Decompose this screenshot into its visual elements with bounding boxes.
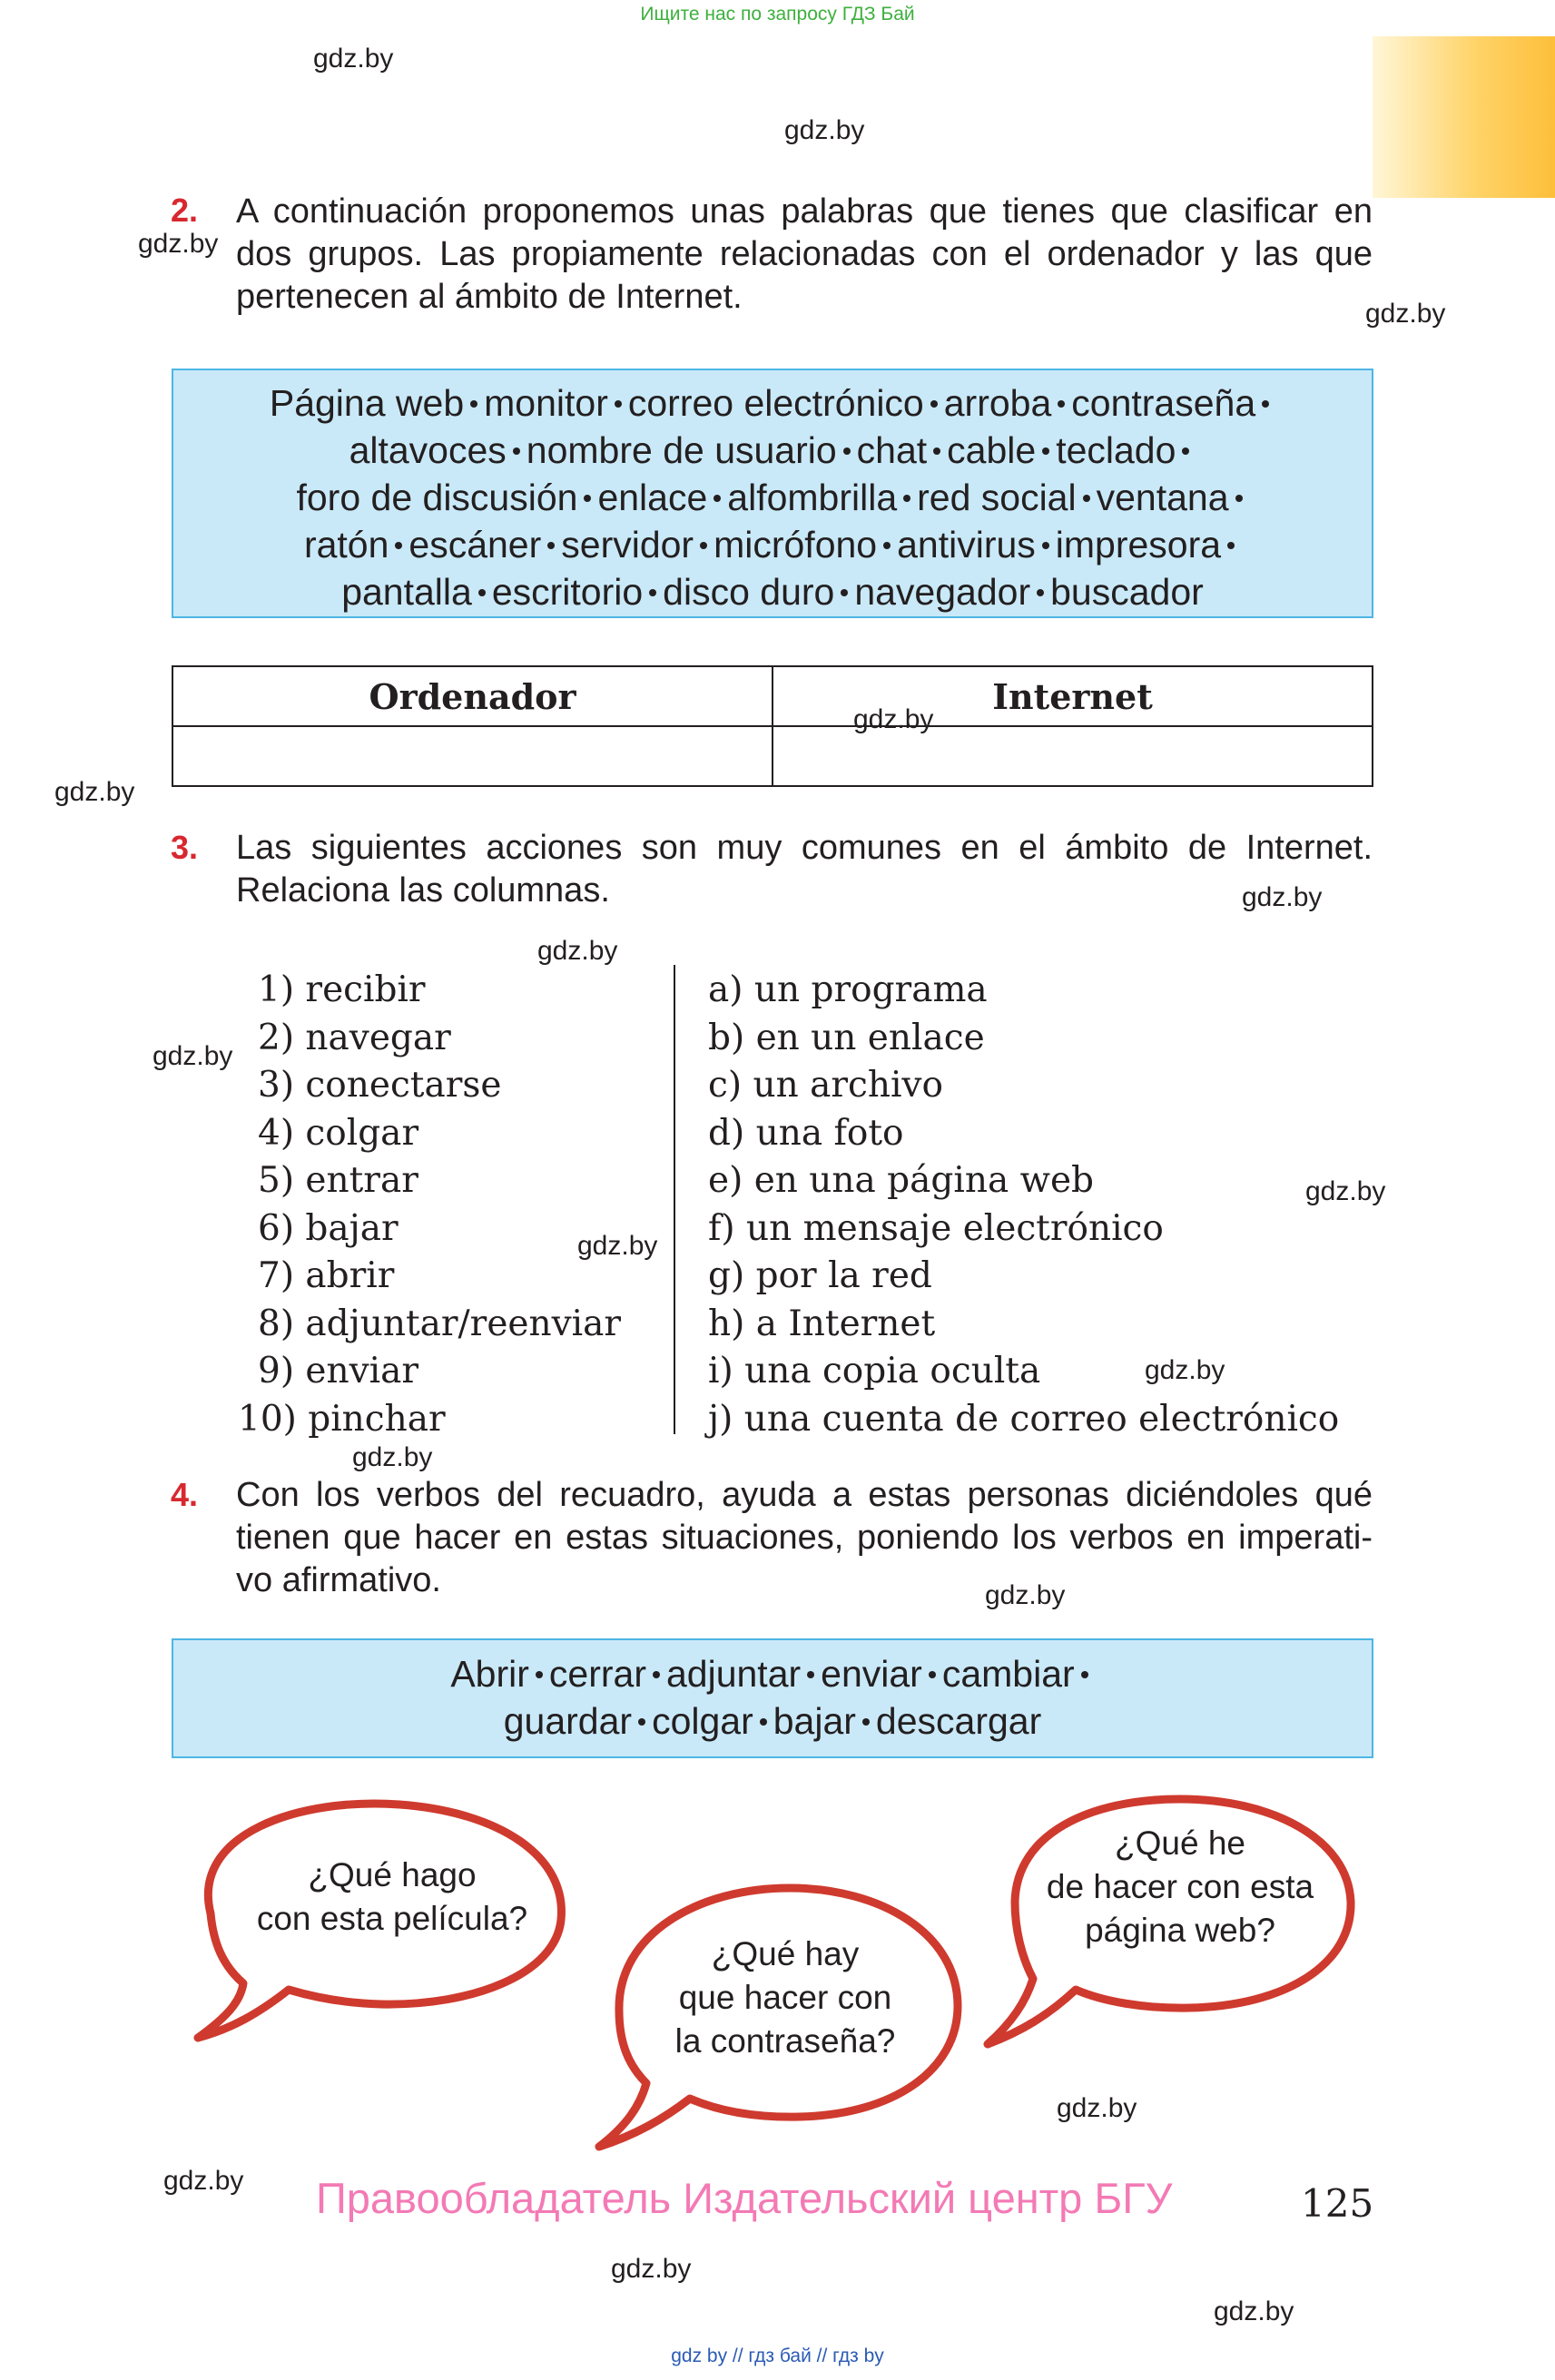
word: enlace [597, 477, 708, 518]
bubble-line: ¿Qué he [1115, 1824, 1245, 1862]
word: alfombrilla [727, 477, 898, 518]
bubble-line: ¿Qué hay [711, 1935, 860, 1972]
word: foro de discusión [296, 477, 578, 518]
word: altavoces [349, 429, 507, 471]
verb: adjuntar [665, 1653, 802, 1695]
verb: colgar [652, 1700, 753, 1742]
verb-box [172, 1638, 1373, 1758]
page-number: 125 [1301, 2181, 1374, 2226]
column-divider [674, 965, 675, 1434]
right-item: c) un archivo [708, 1065, 943, 1106]
word: nombre de usuario [526, 429, 837, 471]
verb: bajar [773, 1700, 856, 1742]
right-item: b) en un enlace [708, 1017, 985, 1058]
word: escritorio [491, 571, 644, 613]
bubble-2-text [626, 1933, 944, 2063]
word: buscador [1050, 571, 1204, 613]
left-item: 1) recibir [258, 969, 426, 1010]
word: navegador [854, 571, 1031, 613]
word: red social [917, 477, 1077, 518]
word-box-line [173, 379, 1372, 427]
bubble-line: página web? [1085, 1912, 1275, 1949]
right-item: f) un mensaje electrónico [708, 1207, 1164, 1249]
bubble-line: ¿Qué hago [308, 1856, 477, 1893]
word-box-line [173, 521, 1372, 568]
word: monitor [484, 382, 608, 424]
word: Página web [269, 382, 465, 424]
exercise-2-instructions: A continuación proponemos unas palabras que tienes que clasificar en dos grupos. Las propiamente relacionadas con el ordenador y las que pertenecen al ámbito de Internet. [236, 192, 1373, 316]
right-item: d) una foto [708, 1112, 904, 1154]
word: disco duro [663, 571, 835, 613]
watermark: gdz.by [1365, 299, 1446, 329]
watermark: gdz.by [611, 2254, 692, 2284]
watermark: gdz.by [153, 1041, 233, 1071]
verb: descargar [875, 1700, 1042, 1742]
verb-box-line [173, 1650, 1372, 1697]
bubble-3-text [1015, 1822, 1345, 1952]
copyright-holder: Правообладатель Издательский центр БГУ [316, 2174, 1173, 2222]
word-box-line [173, 568, 1372, 615]
watermark: gdz.by [54, 777, 135, 807]
watermark: gdz.by [1214, 2296, 1294, 2326]
word: cable [947, 429, 1037, 471]
left-item: 9) enviar [258, 1351, 419, 1392]
bubble-line: la contraseña? [674, 2022, 896, 2060]
verb: enviar [821, 1653, 922, 1695]
bubble-line: que hacer con [678, 1979, 892, 2016]
watermark: gdz.by [163, 2166, 244, 2196]
word: servidor [561, 524, 694, 565]
verb: cambiar [941, 1653, 1075, 1695]
word: contraseña [1071, 382, 1256, 424]
watermark: gdz.by [1145, 1355, 1225, 1385]
left-item: 7) abrir [258, 1255, 395, 1296]
right-item: g) por la red [708, 1255, 932, 1296]
corner-color-tab [1373, 36, 1555, 198]
exercise-3-instructions: Las siguientes acciones son muy comunes en el ámbito de Internet. Relaciona las columnas. [236, 829, 1373, 910]
word-box [172, 369, 1373, 618]
word: impresora [1055, 524, 1222, 565]
word: antivirus [897, 524, 1036, 565]
word: teclado [1056, 429, 1176, 471]
watermark: gdz.by [577, 1231, 658, 1261]
left-item: 8) adjuntar/reenviar [258, 1303, 621, 1344]
word: chat [856, 429, 928, 471]
left-column [238, 967, 621, 1443]
verb: cerrar [548, 1653, 646, 1695]
word: ventana [1096, 477, 1229, 518]
right-item: h) a Internet [708, 1303, 936, 1344]
left-item: 3) conectarse [258, 1065, 502, 1106]
left-item: 6) bajar [258, 1207, 399, 1249]
watermark: gdz.by [352, 1442, 433, 1472]
bubble-line: con esta película? [256, 1900, 528, 1937]
answer-cell-internet[interactable] [773, 726, 1373, 786]
bubble-1-text [229, 1854, 556, 1941]
table-header-ordenador: Ordenador [172, 666, 773, 726]
watermark: gdz.by [1242, 882, 1323, 912]
word: arroba [943, 382, 1052, 424]
watermark: gdz.by [313, 44, 394, 74]
watermark: gdz.by [853, 704, 934, 734]
left-item: 10) pinchar [238, 1398, 446, 1440]
word: escáner [408, 524, 542, 565]
right-item: j) una cuenta de correo electrónico [708, 1398, 1340, 1440]
word-box-line [173, 427, 1372, 474]
right-item: e) en una página web [708, 1160, 1095, 1201]
word: ratón [303, 524, 389, 565]
instruction-line: tienen que hacer en estas situaciones, poniendo los verbos en imperati- [236, 1519, 1373, 1557]
instruction-line: vo afirmativo. [236, 1561, 441, 1599]
left-item: 2) navegar [258, 1017, 451, 1058]
watermark: gdz.by [1057, 2093, 1137, 2123]
bottom-links[interactable]: gdz by // гдз бай // гдз by [671, 2346, 884, 2366]
watermark: gdz.by [537, 936, 618, 966]
table-header-internet: Internet [773, 666, 1373, 726]
watermark: gdz.by [138, 229, 219, 259]
watermark: gdz.by [1305, 1176, 1386, 1206]
watermark: gdz.by [985, 1580, 1066, 1610]
verb-box-line [173, 1697, 1372, 1745]
instruction-line: Con los verbos del recuadro, ayuda a estas personas diciéndoles qué [236, 1476, 1373, 1514]
word: micrófono [714, 524, 878, 565]
answer-cell-ordenador[interactable] [172, 726, 773, 786]
verb: Abrir [450, 1653, 529, 1695]
exercise-2-number: 2. [171, 192, 199, 229]
verb: guardar [503, 1700, 633, 1742]
watermark: gdz.by [784, 115, 865, 145]
word: pantalla [341, 571, 472, 613]
right-item: a) un programa [708, 969, 988, 1010]
exercise-3-number: 3. [171, 829, 199, 866]
left-item: 5) entrar [258, 1160, 418, 1201]
left-item: 4) colgar [258, 1112, 419, 1154]
word: correo electrónico [627, 382, 924, 424]
bubble-line: de hacer con esta [1046, 1868, 1314, 1905]
exercise-4-instructions [236, 1474, 1373, 1602]
word-box-line [173, 474, 1372, 521]
exercise-4-number: 4. [171, 1476, 199, 1513]
classification-table [172, 665, 1373, 787]
top-search-hint-link[interactable]: Ищите нас по запросу ГДЗ Бай [640, 4, 915, 25]
right-item: i) una copia oculta [708, 1351, 1041, 1392]
right-column [708, 967, 1339, 1443]
